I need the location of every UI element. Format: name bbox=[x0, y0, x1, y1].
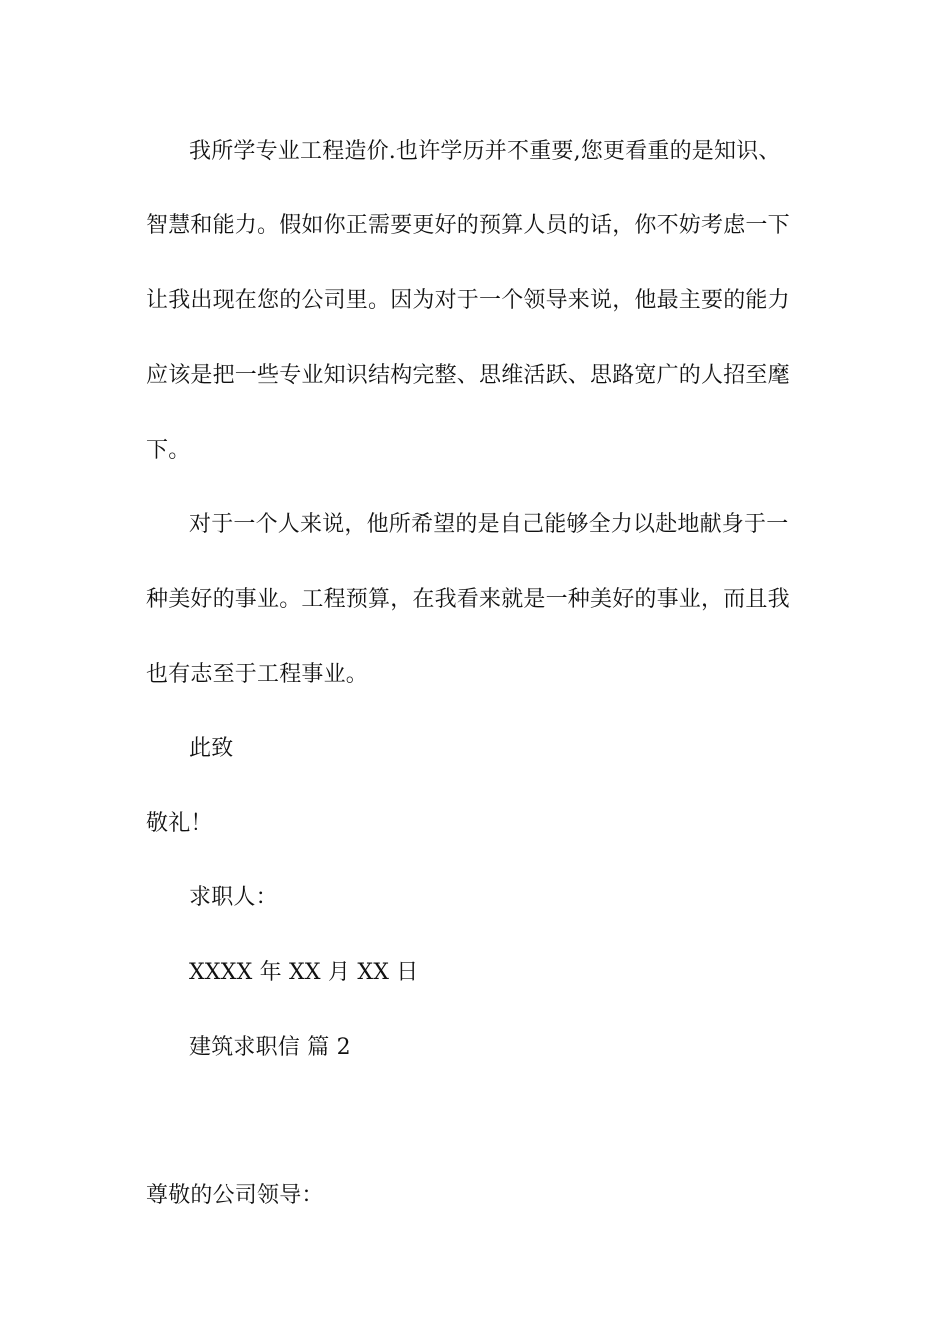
paragraph1-line3: 让我出现在您的公司里。因为对于一个领导来说，他最主要的能力 bbox=[146, 288, 790, 313]
paragraph2-line2: 种美好的事业。工程预算，在我看来就是一种美好的事业，而且我 bbox=[146, 587, 790, 612]
paragraph2-line3: 也有志至于工程事业。 bbox=[146, 662, 369, 687]
section-title: 建筑求职信 篇 2 bbox=[189, 1035, 351, 1060]
salute-text: 敬礼！ bbox=[146, 811, 213, 836]
greeting-text: 尊敬的公司领导： bbox=[146, 1183, 324, 1208]
date-text: XXXX 年 XX 月 XX 日 bbox=[189, 960, 419, 985]
applicant-label: 求职人： bbox=[189, 885, 278, 910]
closing-text: 此致 bbox=[189, 736, 234, 761]
paragraph1-line4: 应该是把一些专业知识结构完整、思维活跃、思路宽广的人招至麾 bbox=[146, 363, 790, 388]
paragraph1-line1: 我所学专业工程造价.也许学历并不重要,您更看重的是知识、 bbox=[189, 139, 781, 164]
paragraph2-line1: 对于一个人来说，他所希望的是自己能够全力以赴地献身于一 bbox=[189, 512, 789, 537]
paragraph1-line2: 智慧和能力。假如你正需要更好的预算人员的话，你不妨考虑一下 bbox=[146, 213, 790, 238]
paragraph1-line5: 下。 bbox=[146, 438, 191, 463]
